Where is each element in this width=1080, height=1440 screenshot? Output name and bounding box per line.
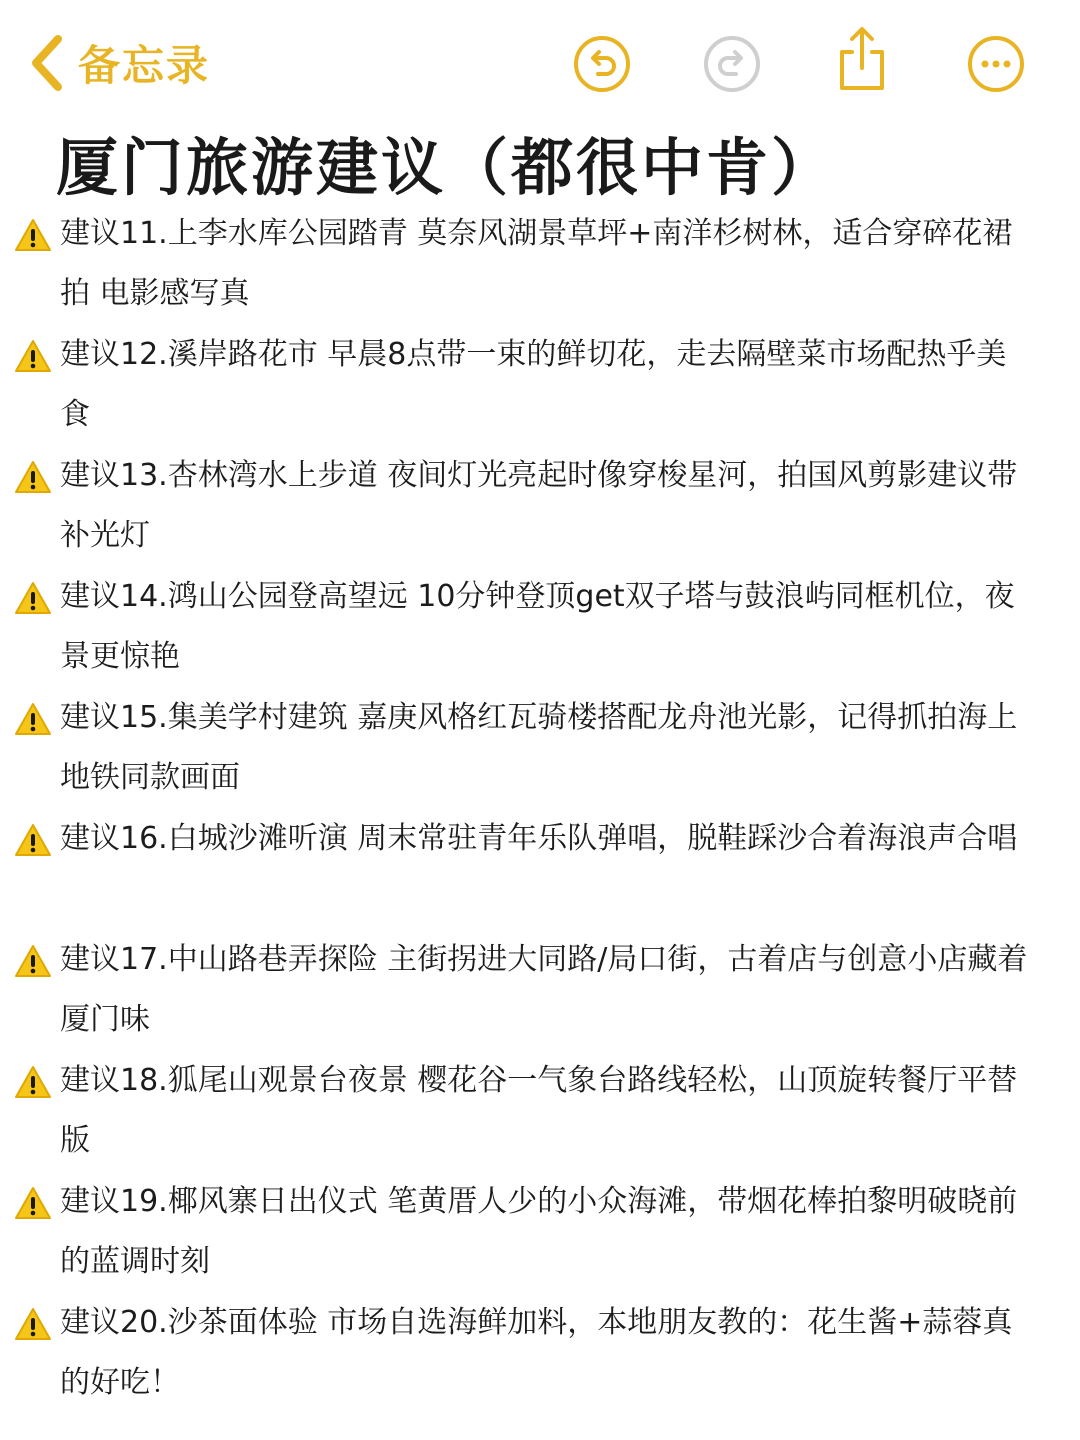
share-icon[interactable] — [832, 24, 892, 94]
redo-icon[interactable] — [702, 34, 762, 94]
more-icon[interactable] — [966, 34, 1026, 94]
list-item — [0, 930, 1080, 1051]
list-item-text: 建议15.集美学村建筑 嘉庚风格红瓦骑楼搭配龙舟池光影，记得抓拍海上地铁同款画面 — [60, 700, 1018, 795]
list-item — [0, 325, 1080, 446]
back-button[interactable] — [28, 30, 210, 96]
list-item-text: 建议16.白城沙滩听演 周末常驻青年乐队弹唱，脱鞋踩沙合着海浪声合唱 — [60, 821, 1018, 856]
list-item-text: 建议19.椰风寨日出仪式 笔黄厝人少的小众海滩，带烟花棒拍黎明破晓前的蓝调时刻 — [60, 1184, 1018, 1279]
list-item — [0, 1293, 1080, 1414]
list-item — [0, 446, 1080, 567]
note-title: 厦门旅游建议（都很中肯） — [56, 131, 837, 204]
toolbar — [0, 0, 1080, 120]
list-item — [0, 809, 1080, 930]
list-item — [0, 567, 1080, 688]
list-item — [0, 204, 1080, 325]
list-item-text: 建议13.杏林湾水上步道 夜间灯光亮起时像穿梭星河，拍国风剪影建议带补光灯 — [60, 458, 1018, 553]
list-item-text: 建议20.沙茶面体验 市场自选海鲜加料，本地朋友教的：花生酱+蒜蓉真的好吃！ — [60, 1305, 1013, 1400]
warning-icon — [14, 1307, 52, 1341]
suggestion-list — [0, 204, 1080, 1414]
warning-icon — [14, 460, 52, 494]
list-item-text: 建议18.狐尾山观景台夜景 樱花谷一气象台路线轻松，山顶旋转餐厅平替版 — [60, 1063, 1018, 1158]
list-item — [0, 1172, 1080, 1293]
warning-icon — [14, 702, 52, 736]
list-item-text: 建议11.上李水库公园踏青 莫奈风湖景草坪+南洋杉树林，适合穿碎花裙拍 电影感写真 — [60, 216, 1013, 311]
back-label: 备忘录 — [78, 41, 211, 90]
warning-icon — [14, 339, 52, 373]
warning-icon — [14, 218, 52, 252]
warning-icon — [14, 581, 52, 615]
chevron-left-icon — [28, 33, 66, 93]
list-item-text: 建议12.溪岸路花市 早晨8点带一束的鲜切花，走去隔壁菜市场配热乎美食 — [60, 337, 1007, 432]
list-item-text: 建议14.鸿山公园登高望远 10分钟登顶get双子塔与鼓浪屿同框机位，夜景更惊艳 — [60, 579, 1015, 674]
warning-icon — [14, 944, 52, 978]
warning-icon — [14, 823, 52, 857]
list-item-text: 建议17.中山路巷弄探险 主街拐进大同路/局口街，古着店与创意小店藏着厦门味 — [60, 942, 1028, 1037]
list-item — [0, 688, 1080, 809]
warning-icon — [14, 1186, 52, 1220]
list-item — [0, 1051, 1080, 1172]
warning-icon — [14, 1065, 52, 1099]
undo-icon[interactable] — [572, 34, 632, 94]
